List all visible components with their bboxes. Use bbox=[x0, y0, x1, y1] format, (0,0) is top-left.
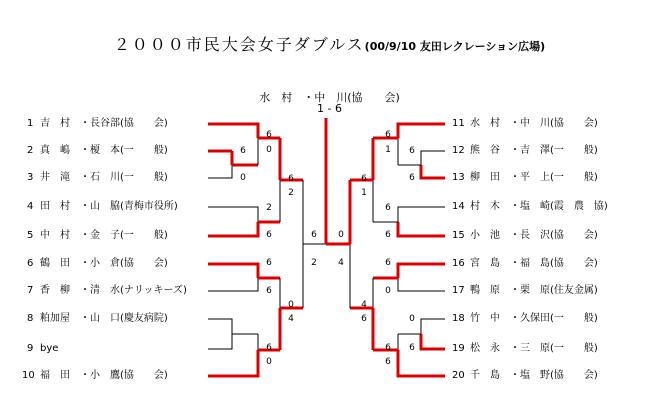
entry-20: 20 千 島 ・塩 野(協 会) bbox=[452, 370, 598, 381]
entry-1: 1 吉 村 ・長谷部(協 会) bbox=[27, 118, 168, 129]
score-label: 0 bbox=[385, 286, 391, 296]
entry-9: 9 bye bbox=[27, 343, 59, 354]
final-score: 1 - 6 bbox=[317, 102, 342, 115]
score-label: 6 bbox=[266, 258, 272, 268]
score-label: 2 bbox=[266, 203, 272, 213]
score-label: 0 bbox=[266, 145, 272, 155]
entry-4: 4 田 村 ・山 脇(青梅市役所) bbox=[27, 201, 178, 212]
bracket-line bbox=[421, 165, 445, 178]
entry-2: 2 真 嶋 ・榎 本(一 般) bbox=[27, 145, 168, 156]
entry-15: 15 小 池 ・長 沢(協 会) bbox=[452, 230, 598, 241]
score-label: 6 bbox=[361, 174, 367, 184]
bracket-line bbox=[208, 264, 258, 278]
bracket-line bbox=[208, 334, 232, 349]
bracket-line bbox=[421, 319, 445, 334]
score-label: 4 bbox=[288, 314, 294, 324]
bracket-line bbox=[208, 207, 258, 222]
score-label: 6 bbox=[409, 343, 415, 353]
score-label: 6 bbox=[288, 174, 294, 184]
score-label: 0 bbox=[240, 173, 246, 183]
bracket-line bbox=[398, 350, 445, 376]
score-label: 1 bbox=[385, 145, 391, 155]
entry-7: 7 香 柳 ・清 水(ナリッキーズ) bbox=[27, 285, 187, 296]
bracket-line bbox=[398, 264, 445, 278]
entry-13: 13 柳 田 ・平 上(一 般) bbox=[452, 172, 598, 183]
entry-6: 6 鶴 田 ・小 倉(協 会) bbox=[27, 258, 168, 269]
score-label: 6 bbox=[266, 230, 272, 240]
score-label: 0 bbox=[338, 230, 344, 240]
entry-8: 8 粕加屋 ・山 口(慶友病院) bbox=[27, 313, 168, 324]
score-label: 6 bbox=[385, 130, 391, 140]
score-label: 6 bbox=[240, 146, 246, 156]
score-label: 6 bbox=[385, 203, 391, 213]
title-sub: (00/9/10 友田レクレーション広場) bbox=[364, 40, 546, 53]
bracket-line bbox=[398, 124, 445, 138]
bracket-line bbox=[208, 278, 258, 291]
score-label: 6 bbox=[385, 258, 391, 268]
entry-3: 3 井 滝 ・石 川(一 般) bbox=[27, 172, 168, 183]
score-label: 6 bbox=[311, 230, 317, 240]
bracket-line bbox=[398, 222, 445, 236]
entry-10: 10 福 田 ・小 鷹(協 会) bbox=[22, 370, 168, 381]
entry-17: 17 鴨 原 ・栗 原(住友金属) bbox=[452, 285, 598, 296]
bracket-line bbox=[208, 319, 232, 334]
score-label: 4 bbox=[338, 258, 344, 268]
score-label: 6 bbox=[361, 314, 367, 324]
champion-name: 水 村 ・中 川(協 会) bbox=[259, 91, 400, 104]
score-label: 6 bbox=[409, 146, 415, 156]
bracket-line bbox=[208, 165, 232, 178]
score-label: 6 bbox=[385, 357, 391, 367]
bracket-line bbox=[421, 151, 445, 165]
entry-11: 11 水 村 ・中 川(協 会) bbox=[452, 118, 598, 129]
score-label: 6 bbox=[385, 343, 391, 353]
bracket-line bbox=[398, 278, 445, 291]
entry-18: 18 竹 中 ・久保田(一 般) bbox=[452, 313, 598, 324]
score-label: 2 bbox=[288, 188, 294, 198]
score-label: 4 bbox=[361, 300, 367, 310]
bracket-line bbox=[421, 334, 445, 349]
score-label: 0 bbox=[288, 300, 294, 310]
bracket-line bbox=[398, 207, 445, 222]
entry-16: 16 宮 島 ・福 島(協 会) bbox=[452, 258, 598, 269]
score-label: 0 bbox=[409, 314, 415, 324]
entry-5: 5 中 村 ・金 子(一 般) bbox=[27, 230, 168, 241]
entry-19: 19 松 永 ・三 原(一 般) bbox=[452, 343, 598, 354]
score-label: 0 bbox=[266, 357, 272, 367]
score-label: 2 bbox=[311, 258, 317, 268]
entry-12: 12 熊 谷 ・吉 澤(一 般) bbox=[452, 145, 598, 156]
score-label: 6 bbox=[266, 286, 272, 296]
score-label: 6 bbox=[266, 343, 272, 353]
entry-14: 14 村 木 ・塩 崎(霞 農 協) bbox=[452, 201, 608, 212]
score-label: 1 bbox=[361, 188, 367, 198]
bracket-line bbox=[208, 222, 258, 236]
bracket-line bbox=[208, 124, 258, 138]
score-label: 6 bbox=[409, 173, 415, 183]
title-main: ２０００市民大会女子ダブルス bbox=[113, 35, 365, 54]
score-label: 6 bbox=[385, 230, 391, 240]
score-label: 6 bbox=[266, 130, 272, 140]
bracket-line bbox=[208, 350, 258, 376]
